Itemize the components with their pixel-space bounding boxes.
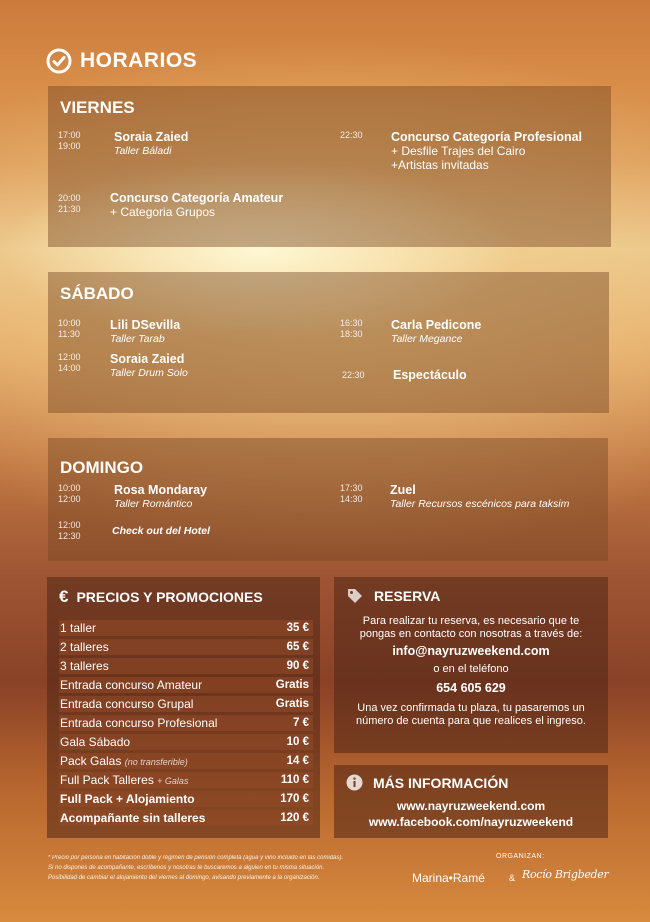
event-time: 10:00 11:30 (58, 318, 81, 339)
price-label-wrap (59, 734, 130, 750)
event-time: 22:30 (340, 130, 363, 140)
price-value: 90 € (286, 660, 309, 672)
event-time: 10:00 12:00 (58, 483, 81, 504)
footnote: Posibilidad de cambiar el alojamiento del viernes al domingo, avisando previamente a la organización. (48, 875, 320, 881)
prices-panel (47, 577, 320, 838)
page-title: HORARIOS (80, 49, 198, 72)
organizers-label: ORGANIZAN: (496, 853, 545, 860)
price-label-text: Acompañante sin talleres (60, 811, 206, 825)
price-row (59, 658, 313, 674)
event-time: 17:00 19:00 (58, 130, 81, 151)
event-subtitle: Taller Báladi (114, 145, 172, 157)
event-name: Lili DSevilla (110, 318, 181, 332)
price-note: (no transferible) (124, 757, 188, 767)
schedule-event (340, 318, 600, 346)
event-line: +Artistas invitadas (391, 158, 489, 172)
info-panel (334, 765, 608, 838)
schedule-event (342, 368, 602, 382)
schedule-event (58, 352, 308, 380)
event-subtitle: Taller Romántico (114, 498, 193, 510)
event-time: 22:30 (342, 370, 365, 380)
schedule-event (340, 483, 600, 511)
price-label-wrap (59, 696, 193, 712)
info-heading (346, 774, 508, 791)
reservation-text: Para realizar tu reserva, es necesario que te pongas en contacto con nosotras a través de: (359, 615, 583, 640)
event-subtitle: Taller Drum Solo (110, 367, 188, 379)
price-value: 170 € (280, 793, 309, 805)
event-name: Zuel (390, 483, 416, 497)
price-label-text: Pack Galas (60, 754, 122, 768)
info-title: MÁS INFORMACIÓN (373, 774, 509, 791)
price-value: 120 € (280, 812, 309, 824)
price-row (59, 772, 313, 788)
price-value: 110 € (280, 774, 309, 786)
tag-icon (346, 587, 364, 605)
price-label-wrap (59, 753, 188, 770)
schedule-friday (48, 86, 611, 247)
reservation-heading (346, 587, 440, 605)
reservation-title: RESERVA (374, 588, 441, 604)
event-time: 12:00 12:30 (58, 520, 81, 541)
event-name: Carla Pedicone (391, 318, 482, 332)
event-name: Concurso Categoría Amateur (110, 191, 284, 205)
price-row (59, 696, 313, 712)
footnotes (48, 853, 398, 883)
price-row (59, 677, 313, 693)
price-label-text: 3 talleres (60, 659, 109, 673)
price-row (59, 639, 313, 655)
organizer-marina-rame-logo: Marina•Ramé (412, 871, 485, 885)
euro-icon: € (59, 587, 69, 606)
info-facebook-link[interactable]: www.facebook.com/nayruzweekend (368, 815, 574, 829)
schedule-sunday (48, 438, 608, 561)
price-label-text: Entrada concurso Grupal (60, 697, 194, 711)
price-label-wrap (59, 810, 205, 826)
price-label-wrap (59, 620, 96, 636)
price-label-wrap (59, 677, 202, 693)
price-label-wrap (59, 639, 109, 655)
price-value: 14 € (286, 755, 309, 767)
reservation-email[interactable]: info@nayruzweekend.com (392, 644, 550, 658)
schedule-event (58, 520, 308, 541)
event-subtitle: Taller Recursos escénicos para taksim (390, 498, 570, 510)
schedule-saturday (48, 272, 609, 413)
event-time: 16:30 18:30 (340, 318, 363, 339)
event-name: Soraia Zaied (114, 130, 189, 144)
day-title: DOMINGO (60, 458, 144, 477)
price-label-wrap (59, 715, 217, 731)
page-header (46, 48, 197, 74)
clock-check-icon (46, 48, 72, 74)
day-title: SÁBADO (60, 284, 134, 303)
schedule-event (58, 130, 308, 158)
price-row (59, 753, 313, 769)
info-icon (346, 774, 363, 791)
price-row (59, 715, 313, 731)
price-label-text: Full Pack + Alojamiento (60, 792, 195, 806)
event-subtitle: Taller Megance (391, 333, 463, 345)
price-row (59, 791, 313, 807)
event-subtitle: Taller Tarab (110, 333, 165, 345)
event-time: 20:00 21:30 (58, 193, 81, 214)
event-time: 12:00 14:00 (58, 352, 81, 373)
price-value: 7 € (293, 717, 309, 729)
day-title: VIERNES (60, 98, 135, 117)
schedule-event (340, 130, 605, 172)
price-row (59, 734, 313, 750)
prices-heading (59, 587, 263, 607)
price-label-text: 2 talleres (60, 640, 109, 654)
reservation-or-phone: o en el teléfono (433, 663, 509, 675)
price-label-text: Full Pack Talleres (60, 773, 154, 787)
price-value: Gratis (275, 698, 309, 710)
schedule-event (58, 483, 308, 511)
reservation-panel (334, 577, 608, 753)
reservation-text-2: Una vez confirmada tu plaza, tu pasaremos un número de cuenta para que realices el ingreso. (356, 702, 586, 727)
price-label-text: Gala Sábado (60, 735, 131, 749)
price-label-wrap (59, 772, 188, 789)
price-label-text: 1 taller (60, 621, 97, 635)
event-name: Espectáculo (393, 368, 467, 382)
price-value: 65 € (286, 641, 309, 653)
schedule-event (58, 318, 308, 346)
event-subtitle: Check out del Hotel (112, 525, 211, 537)
organizer-rocio-brigbeder-logo: Rocío Brigbeder (522, 868, 609, 881)
schedule-event (58, 191, 358, 219)
price-value: 10 € (286, 736, 309, 748)
info-website-link[interactable]: www.nayruzweekend.com (396, 799, 546, 813)
event-name: Soraia Zaied (110, 352, 185, 366)
price-label-text: Entrada concurso Profesional (60, 716, 218, 730)
reservation-phone[interactable]: 654 605 629 (436, 681, 506, 695)
event-time: 17:30 14:30 (340, 483, 363, 504)
prices-title: PRECIOS Y PROMOCIONES (76, 589, 263, 605)
price-value: Gratis (275, 679, 309, 691)
footnote: Si no dispones de acompañante, escríbenos y nosotras te buscaremos a alguien en tu misma situación. (48, 865, 325, 871)
price-row (59, 810, 313, 826)
price-value: 35 € (286, 622, 309, 634)
price-note: + Galas (157, 776, 189, 786)
event-name: Concurso Categoría Profesional (391, 130, 583, 144)
event-line: + Desfile Trajes del Cairo (391, 144, 526, 158)
price-row (59, 620, 313, 636)
event-line: + Categoria Grupos (110, 205, 216, 219)
organizer-separator: & (509, 873, 516, 883)
price-label-wrap (59, 658, 109, 674)
event-name: Rosa Mondaray (114, 483, 208, 497)
price-label-text: Entrada concurso Amateur (60, 678, 203, 692)
price-label-wrap (59, 791, 195, 807)
footnote: * Precio por persona en habitación doble y régimen de pensión completa (agua y vino incluido en las comidas). (48, 855, 344, 861)
